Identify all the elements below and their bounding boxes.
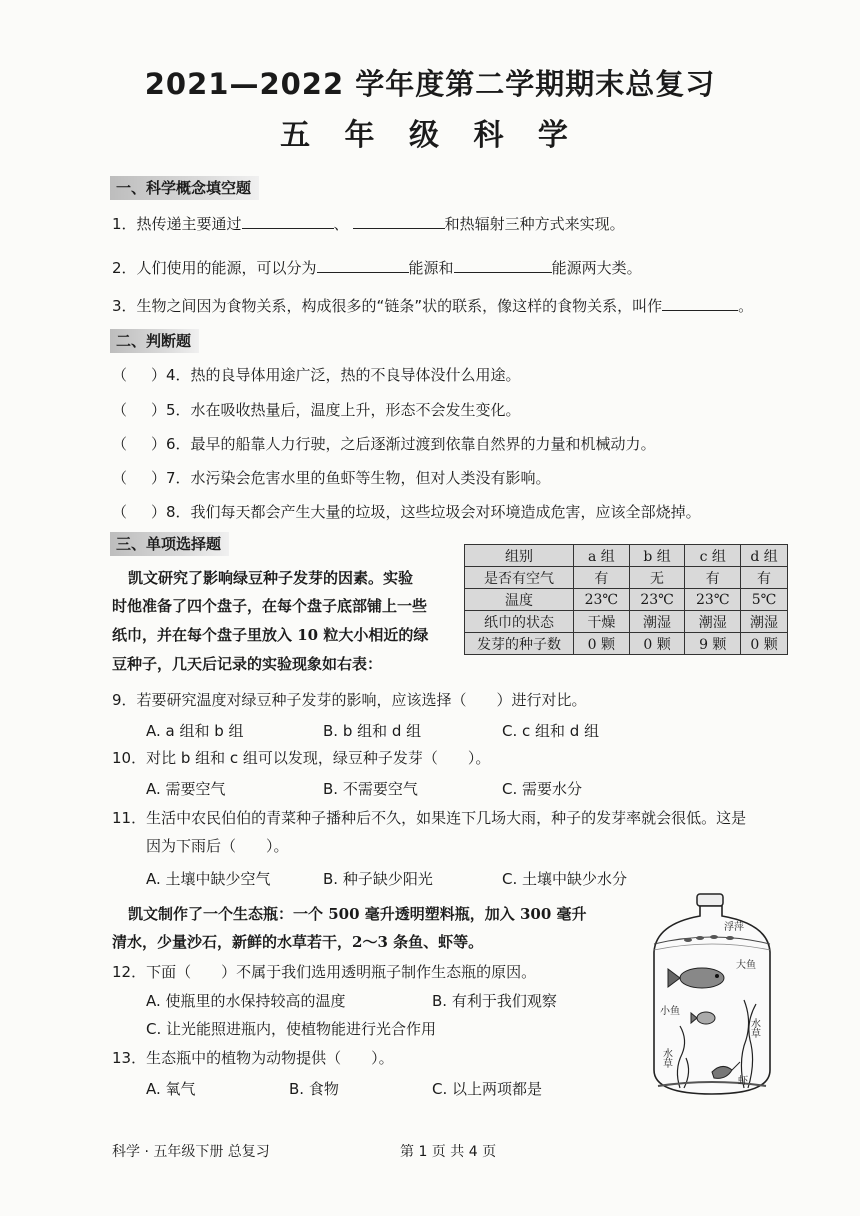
q9-option-a[interactable]: A. a 组和 b 组: [146, 722, 244, 740]
question-2: [112, 258, 642, 278]
table-cell: 5℃: [741, 589, 788, 611]
question-11: 11．生活中农民伯伯的青菜种子播种后不久，如果连下几场大雨，种子的发芽率就会很低。这是: [112, 809, 747, 827]
section-header-fill: 一、科学概念填空题: [110, 176, 259, 200]
question-7: [112, 468, 551, 488]
question-3: [112, 296, 753, 316]
table-cell: 23℃: [574, 589, 630, 611]
question-10: 10．对比 b 组和 c 组可以发现，绿豆种子发芽（ ）。: [112, 749, 491, 767]
q3-text-b: 。: [738, 297, 754, 315]
question-1: [112, 214, 625, 234]
q12-option-a[interactable]: A. 使瓶里的水保持较高的温度: [146, 992, 346, 1010]
table-row-header: 是否有空气: [465, 567, 574, 589]
q11-option-a[interactable]: A. 土壤中缺少空气: [146, 870, 271, 888]
q13-option-c[interactable]: C. 以上两项都是: [432, 1080, 543, 1098]
table-cell: 有: [685, 567, 741, 589]
paren-open: （: [112, 435, 128, 453]
q13-option-b[interactable]: B. 食物: [289, 1080, 339, 1098]
q10-option-b[interactable]: B. 不需要空气: [323, 780, 418, 798]
paren-open: （: [112, 401, 128, 419]
table-cell: 潮湿: [741, 611, 788, 633]
table-row: [465, 589, 788, 611]
page-subtitle: 五 年 级 科 学: [280, 118, 580, 153]
eco-bottle-illustration: [640, 890, 788, 1100]
q1-text-a: 1．热传递主要通过: [112, 215, 242, 233]
bottle-cap-icon: [697, 894, 723, 906]
q2-text-c: 能源两大类。: [551, 259, 642, 277]
q6-text: ）6．最早的船靠人力行驶，之后逐渐过渡到依靠自然界的力量和机械动力。: [151, 435, 656, 453]
table-cell: 0 颗: [741, 633, 788, 655]
footer-subject: 科学 · 五年级下册 总复习: [112, 1144, 270, 1160]
experiment-table: [464, 544, 788, 655]
table-cell: 23℃: [685, 589, 741, 611]
label-small-fish: 小鱼: [660, 1006, 680, 1017]
table-cell: 23℃: [629, 589, 685, 611]
question-4: [112, 365, 521, 385]
answer-blank[interactable]: [317, 258, 409, 273]
question-5: [112, 400, 521, 420]
section-header-judge: 二、判断题: [110, 329, 199, 353]
answer-blank[interactable]: [242, 214, 334, 229]
q13-option-a[interactable]: A. 氧气: [146, 1080, 196, 1098]
answer-blank[interactable]: [454, 258, 552, 273]
q12-option-b[interactable]: B. 有利于我们观察: [432, 992, 557, 1010]
table-cell: d 组: [741, 545, 788, 567]
paren-open: （: [112, 366, 128, 384]
table-cell: 0 颗: [574, 633, 630, 655]
label-duckweed: 浮萍: [724, 922, 744, 933]
footer-page-number: 第 1 页 共 4 页: [400, 1144, 497, 1160]
table-cell: 有: [741, 567, 788, 589]
label-big-fish: 大鱼: [736, 960, 756, 971]
question-8: [112, 502, 701, 522]
label-shrimp: 虾: [738, 1076, 748, 1087]
q1-text-c: 和热辐射三种方式来实现。: [444, 215, 625, 233]
table-row-header: 发芽的种子数: [465, 633, 574, 655]
question-9: 9．若要研究温度对绿豆种子发芽的影响，应该选择（ ）进行对比。: [112, 691, 587, 709]
question-11-cont: 因为下雨后（ ）。: [146, 837, 289, 855]
question-6: [112, 434, 656, 454]
q2-text-a: 2．人们使用的能源，可以分为: [112, 259, 317, 277]
intro2-line: 清水，少量沙石，新鲜的水草若干，2～3 条鱼、虾等。: [112, 933, 484, 951]
page-title: 2021—2022 学年度第二学期期末总复习: [144, 67, 716, 101]
q8-text: ）8．我们每天都会产生大量的垃圾，这些垃圾会对环境造成危害，应该全部烧掉。: [151, 503, 701, 521]
intro-paragraph-line: 凯文研究了影响绿豆种子发芽的因素。实验: [128, 569, 414, 587]
q1-text-b: 、: [333, 215, 349, 233]
q5-text: ）5．水在吸收热量后，温度上升，形态不会发生变化。: [151, 401, 521, 419]
table-cell: c 组: [685, 545, 741, 567]
q12-option-c[interactable]: C. 让光能照进瓶内，使植物能进行光合作用: [146, 1020, 437, 1038]
table-cell: a 组: [574, 545, 630, 567]
table-cell: 有: [574, 567, 630, 589]
q9-option-c[interactable]: C. c 组和 d 组: [502, 722, 600, 740]
q10-option-c[interactable]: C. 需要水分: [502, 780, 583, 798]
table-row: [465, 567, 788, 589]
q3-text-a: 3．生物之间因为食物关系，构成很多的“链条”状的联系，像这样的食物关系，叫作: [112, 297, 663, 315]
table-cell: 干燥: [574, 611, 630, 633]
table-cell: b 组: [629, 545, 685, 567]
paren-open: （: [112, 503, 128, 521]
table-row-header: 组别: [465, 545, 574, 567]
table-row: [465, 545, 788, 567]
answer-blank[interactable]: [353, 214, 445, 229]
q11-option-c[interactable]: C. 土壤中缺少水分: [502, 870, 628, 888]
table-cell: 无: [629, 567, 685, 589]
table-cell: 9 颗: [685, 633, 741, 655]
table-row: [465, 611, 788, 633]
intro-paragraph-line: 时他准备了四个盘子，在每个盘子底部铺上一些: [112, 597, 428, 615]
q9-option-b[interactable]: B. b 组和 d 组: [323, 722, 422, 740]
table-cell: 潮湿: [685, 611, 741, 633]
question-12: 12．下面（ ）不属于我们选用透明瓶子制作生态瓶的原因。: [112, 963, 537, 981]
table-cell: 潮湿: [629, 611, 685, 633]
intro2-line: 凯文制作了一个生态瓶：一个 500 毫升透明塑料瓶，加入 300 毫升: [128, 905, 587, 923]
q10-option-a[interactable]: A. 需要空气: [146, 780, 226, 798]
table-row-header: 温度: [465, 589, 574, 611]
intro-paragraph-line: 纸巾，并在每个盘子里放入 10 粒大小相近的绿: [112, 626, 429, 644]
q2-text-b: 能源和: [408, 259, 454, 277]
intro-paragraph-line: 豆种子，几天后记录的实验现象如右表：: [112, 655, 383, 673]
answer-blank[interactable]: [662, 296, 738, 311]
q11-option-b[interactable]: B. 种子缺少阳光: [323, 870, 433, 888]
section-header-choice: 三、单项选择题: [110, 532, 229, 556]
table-row-header: 纸巾的状态: [465, 611, 574, 633]
q7-text: ）7．水污染会危害水里的鱼虾等生物，但对人类没有影响。: [151, 469, 551, 487]
paren-open: （: [112, 469, 128, 487]
label-waterweed-left: 水草: [660, 1048, 672, 1068]
question-13: 13．生态瓶中的植物为动物提供（ ）。: [112, 1049, 394, 1067]
label-waterweed-right: 水草: [748, 1018, 760, 1038]
table-row: [465, 633, 788, 655]
table-cell: 0 颗: [629, 633, 685, 655]
q4-text: ）4．热的良导体用途广泛，热的不良导体没什么用途。: [151, 366, 521, 384]
